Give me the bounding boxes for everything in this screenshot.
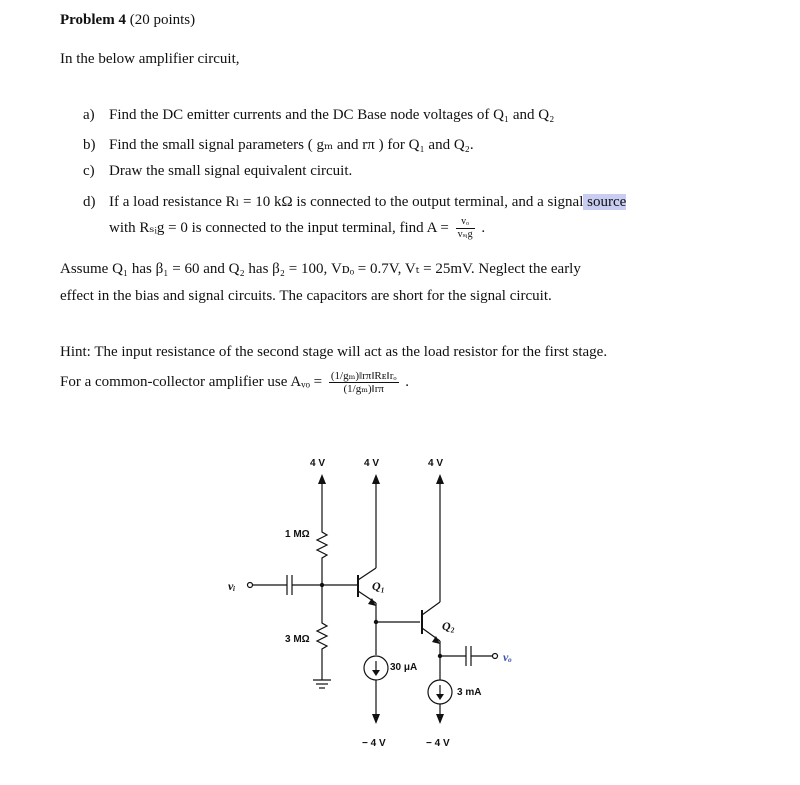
neg-arrow-2: [436, 714, 444, 724]
item-d-line2: with Rₛᵢg = 0 is connected to the input terminal, find A =: [109, 219, 449, 236]
q1-label: Q₁: [372, 579, 385, 593]
gain-fraction-numerator: vₒ: [456, 216, 475, 229]
hint-line-1: Hint: The input resistance of the second stage will act as the load resistor for the first stage.: [60, 344, 608, 360]
item-c-text: Draw the small signal equivalent circuit.: [109, 163, 353, 179]
item-d-line1: If a load resistance Rₗ = 10 kΩ is connected to the output terminal, and a signal: [109, 194, 584, 210]
supply-label-1: 4 V: [310, 458, 326, 469]
hint-formula-text: For a common-collector amplifier use Aᵥₒ =: [60, 373, 323, 390]
intro-text: In the below amplifier circuit,: [60, 51, 240, 67]
item-b-text: Find the small signal parameters ( gₘ and rπ ) for Q₁ and Q₂.: [109, 137, 474, 153]
output-label: vₒ: [503, 650, 512, 664]
item-d-highlight: source: [583, 194, 627, 210]
resistor-3mohm: [317, 620, 327, 652]
resistor-1mohm: [317, 530, 327, 560]
hint-fraction-numerator: (1/gₘ)‖rπ‖Rᴇ‖rₒ: [330, 370, 397, 382]
hint-end: .: [405, 373, 410, 390]
item-d-end: .: [481, 219, 486, 236]
neg-arrow-1: [372, 714, 380, 724]
supply-arrow-2: [372, 474, 380, 484]
item-a-text: Find the DC emitter currents and the DC Base node voltages of Q₁ and Q₂: [109, 107, 555, 123]
node-q1-emitter: [374, 620, 378, 624]
neg-supply-label-1: − 4 V: [362, 738, 386, 749]
node-bias: [320, 583, 324, 587]
item-b-label: b): [83, 137, 96, 153]
node-q2-emitter: [438, 654, 442, 658]
gain-fraction-denominator: vₛᵢg: [457, 229, 473, 240]
supply-arrow-1: [318, 474, 326, 484]
hint-fraction-denominator: (1/gₘ)‖rπ: [343, 383, 384, 395]
current-source-30ua-label: 30 μA: [390, 662, 418, 673]
q2-label: Q₂: [442, 619, 455, 633]
item-a-label: a): [83, 107, 95, 123]
assume-line-2: effect in the bias and signal circuits. The capacitors are short for the signal circuit.: [60, 288, 552, 304]
resistor-3mohm-label: 3 MΩ: [285, 634, 310, 645]
resistor-1mohm-label: 1 MΩ: [285, 529, 310, 540]
input-terminal: [248, 583, 253, 588]
supply-arrow-3: [436, 474, 444, 484]
problem-number: Problem 4: [60, 12, 126, 28]
supply-label-3: 4 V: [428, 458, 444, 469]
current-source-3ma-label: 3 mA: [457, 687, 482, 698]
neg-supply-label-2: − 4 V: [426, 738, 450, 749]
assume-line-1: Assume Q₁ has β₁ = 60 and Q₂ has β₂ = 100, Vᴅₒ = 0.7V, Vₜ = 25mV. Neglect the early: [60, 261, 581, 277]
item-c-label: c): [83, 163, 95, 179]
q2-collector-lead: [422, 602, 440, 615]
current-source-30ua-arrow: [372, 670, 380, 676]
current-source-3ma-arrow: [436, 694, 444, 700]
item-d-label: d): [83, 194, 96, 210]
output-terminal: [493, 654, 498, 659]
input-label: vᵢ: [228, 579, 236, 593]
problem-points: (20 points): [129, 12, 196, 28]
supply-label-2: 4 V: [364, 458, 380, 469]
